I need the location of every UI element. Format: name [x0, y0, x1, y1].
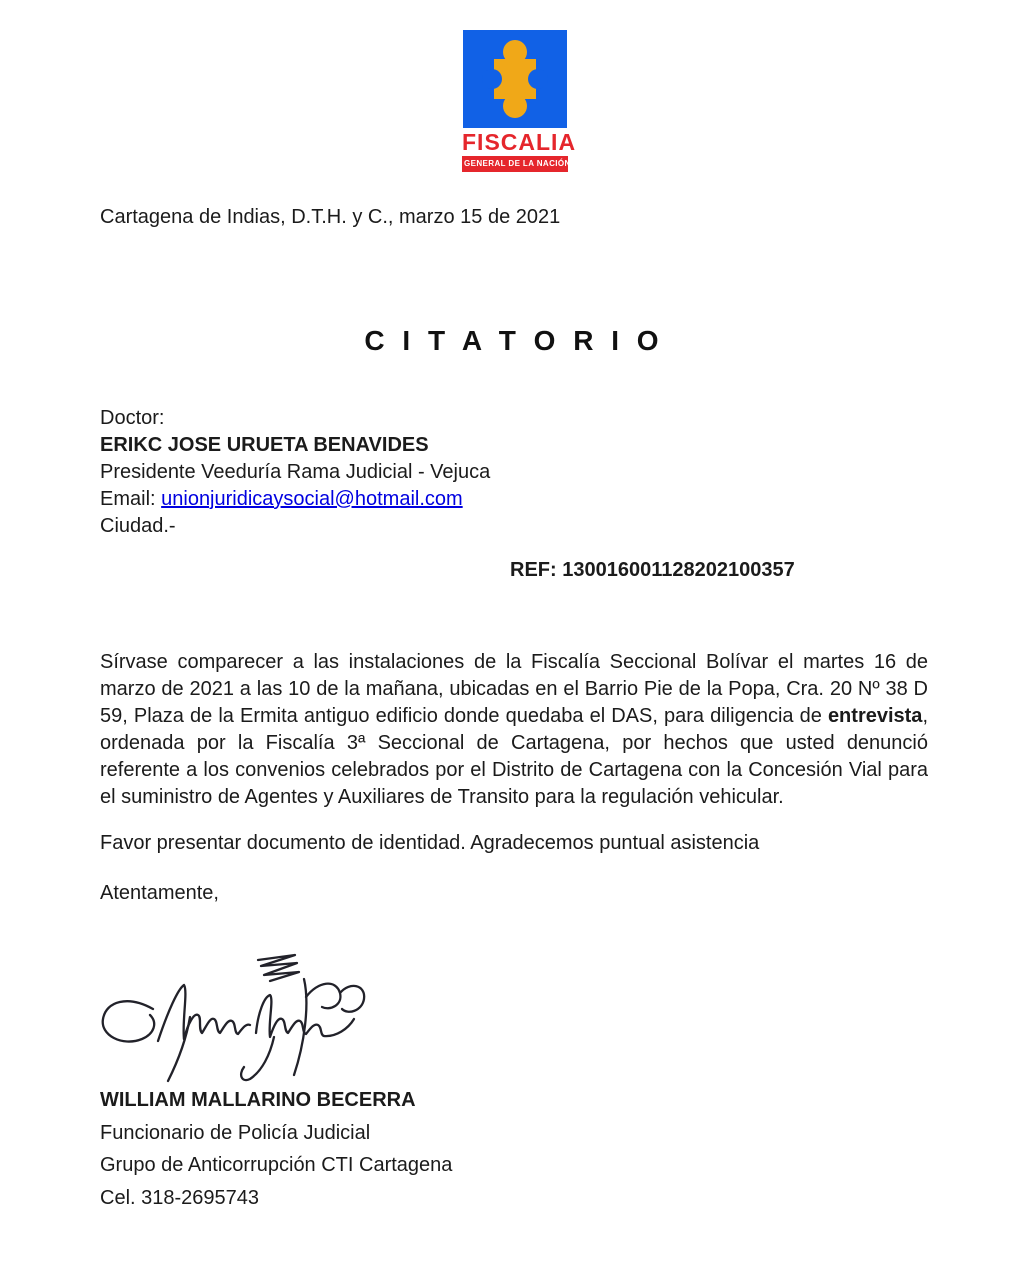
signer-title: Funcionario de Policía Judicial — [100, 1121, 371, 1144]
reference-line: REF: 130016001128202100357 — [510, 559, 795, 581]
handwritten-signature — [98, 949, 928, 1087]
signature-icon — [98, 949, 390, 1087]
body-paragraph — [100, 649, 928, 811]
letter-content — [100, 204, 928, 1214]
recipient-city: Ciudad.- — [100, 515, 176, 537]
signer-phone: Cel. 318-2695743 — [100, 1186, 260, 1209]
fiscalia-wordmark: FISCALIA — [462, 129, 577, 155]
signer-name: WILLIAM MALLARINO BECERRA — [100, 1089, 416, 1111]
email-label: Email: — [100, 488, 162, 510]
puzzle-piece-icon — [463, 30, 567, 128]
letter-title: C I T A T O R I O — [364, 325, 664, 356]
recipient-role: Presidente Veeduría Rama Judicial - Vejuca — [100, 461, 491, 483]
email-link[interactable]: unionjuridicaysocial@hotmail.com — [161, 488, 463, 510]
identity-note: Favor presentar documento de identidad. Agradecemos puntual asistencia — [100, 832, 760, 854]
body-text-end: , ordenada por la Fiscalía 3ª Seccional de Cartagena, por hechos que usted denunció referente a los convenios celebrados por el Distrito de Cartagena con la Concesión Vial para el suministro de Agentes y Auxiliares de Transito para la regulación vehicular. — [100, 705, 928, 808]
recipient-salutation: Doctor: — [100, 407, 165, 429]
signer-block — [100, 1084, 928, 1214]
date-line: Cartagena de Indias, D.T.H. y C., marzo 15 de 2021 — [100, 206, 561, 228]
closing: Atentamente, — [100, 882, 219, 904]
fiscalia-logo — [462, 30, 577, 172]
fiscalia-emblem — [463, 30, 567, 128]
signer-group: Grupo de Anticorrupción CTI Cartagena — [100, 1154, 453, 1176]
body-text-start: Sírvase comparecer a las instalaciones de la Fiscalía Seccional Bolívar el martes 16 de marzo de 2021 a las 10 de la mañana, ubicadas en el Barrio Pie de la Popa, Cra. 20 Nº 38 D 59, Plaza de la Ermita antiguo edificio donde quedaba el DAS, para diligencia de — [100, 651, 928, 727]
recipient-name: ERIKC JOSE URUETA BENAVIDES — [100, 434, 429, 456]
recipient-block — [100, 405, 928, 540]
recipient-email-line — [100, 486, 928, 513]
body-text-emphasis: entrevista — [827, 705, 923, 727]
fiscalia-banner: GENERAL DE LA NACIÓN — [462, 156, 568, 172]
